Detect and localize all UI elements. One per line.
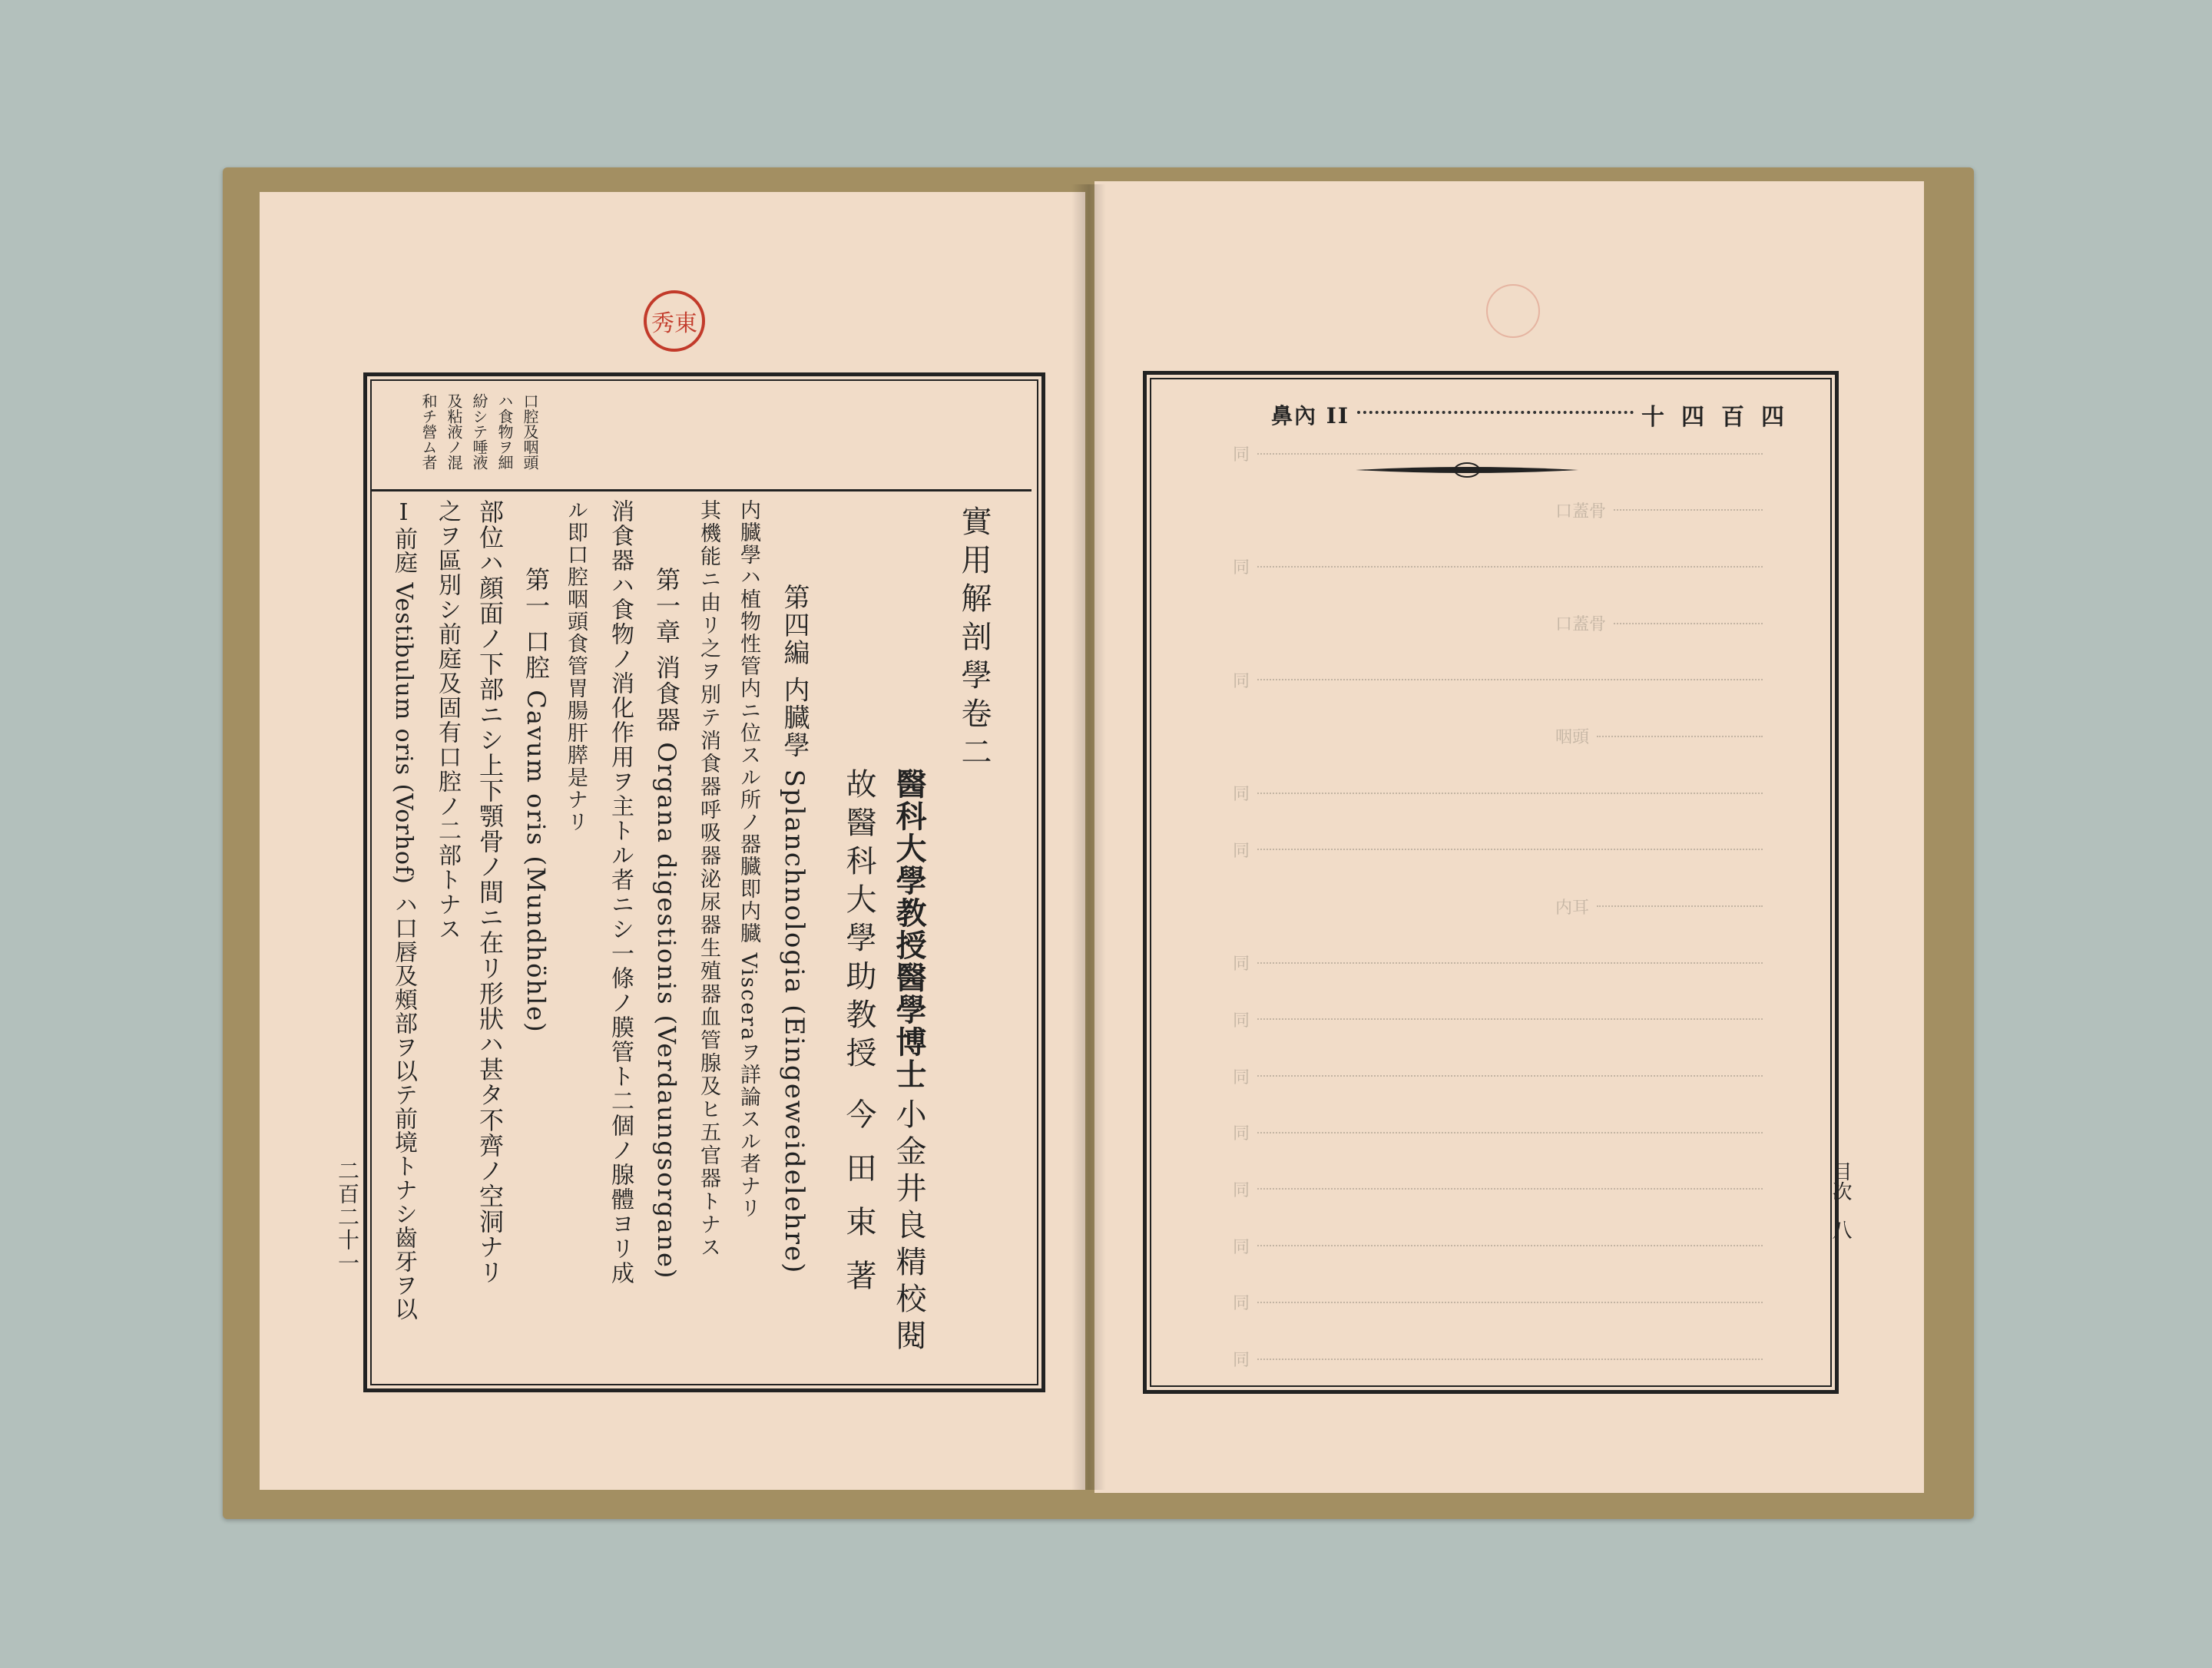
faded-seal: [1486, 284, 1540, 338]
toc-ghost-line: 同: [1187, 1290, 1770, 1314]
body-line: 部位ハ顔面ノ下部ニシ上下顎骨ノ間ニ在リ形狀ハ甚タ不齊ノ空洞ナリ: [475, 499, 505, 1285]
toc-ghost-line: 咽頭: [1187, 724, 1770, 748]
author-supervisor: [887, 768, 931, 1090]
toc-ghost-line: 同: [1187, 1120, 1770, 1144]
toc-top-entry: [1271, 399, 1801, 430]
toc-ghost-line: 同: [1187, 1064, 1770, 1088]
seal-text: 秀東: [651, 310, 697, 337]
toc-ghost-line: 同: [1187, 668, 1770, 692]
author-name: 今田束著: [841, 1098, 876, 1313]
author-name: 小金井良精校閱: [891, 1098, 926, 1356]
toc-ghost-list: [1187, 442, 1770, 1371]
toc-ghost-line: 同: [1187, 1008, 1770, 1031]
margin-note-line: 口腔及咽頭: [521, 393, 539, 470]
toc-ghost-line: 口蓋骨: [1187, 611, 1770, 635]
section-heading: 第一 口腔 Cavum oris (Mundhöhle): [522, 567, 551, 1034]
leader-dots: [1357, 411, 1634, 414]
toc-ghost-line: 内耳: [1187, 895, 1770, 918]
margin-note-line: 紛シテ唾液: [470, 393, 488, 470]
body-line: Ⅰ前庭 Vestibulum oris (Vorhof) ハ口唇及頰部ヲ以テ前境トナシ齒牙ヲ以: [390, 499, 417, 1322]
author-title: 醫科大學教授醫學博士: [891, 768, 927, 1090]
toc-ghost-line: 同: [1187, 1177, 1770, 1201]
margin-note-line: ハ食物ヲ細: [495, 393, 514, 470]
author-title: 故醫科大學助教授: [841, 768, 876, 1075]
body-line: 内臓學ハ植物性管内ニ位スル所ノ器臓即内臓 Visceraヲ詳論スル者ナリ: [737, 499, 760, 1220]
body-line: ル即口腔咽頭食管胃腸肝膵是ナリ: [564, 499, 588, 833]
toc-ghost-line: 同: [1187, 1347, 1770, 1371]
body-line: 消食器ハ食物ノ消化作用ヲ主トル者ニシ一條ノ膜管ト二個ノ腺體ヨリ成: [607, 499, 634, 1286]
toc-ghost-line: 口蓋骨: [1187, 498, 1770, 522]
toc-ghost-line: 同: [1187, 442, 1770, 465]
margin-note-line: 及粘液ノ混: [445, 393, 463, 470]
right-page-number: 八: [1829, 1220, 1852, 1243]
book-title: 實用解剖學卷二: [956, 505, 992, 774]
library-seal: [644, 290, 705, 352]
margin-note-divider: [371, 489, 1031, 491]
toc-ghost-line: 同: [1187, 838, 1770, 862]
toc-ghost-line: 同: [1187, 1234, 1770, 1258]
body-line: 之ヲ區別シ前庭及固有口腔ノ二部トナス: [434, 499, 461, 942]
part-heading: 第四編 内臓學 Splanchnologia (Eingeweidelehre): [779, 584, 810, 1275]
margin-note-line: 和チ營ム者: [419, 393, 438, 470]
toc-entry-page: 十四百四: [1641, 404, 1801, 431]
toc-entry-title: 鼻內 II: [1271, 403, 1349, 429]
section-label: 目次: [1829, 1161, 1852, 1201]
chapter-heading: 第一章 消食器 Organa digestionis (Verdaungsorgane): [652, 567, 681, 1280]
page-number: 二百二十一: [335, 1160, 360, 1275]
toc-ghost-line: 同: [1187, 951, 1770, 975]
margin-note: [403, 393, 541, 485]
toc-ghost-line: 同: [1187, 554, 1770, 578]
toc-ghost-line: 同: [1187, 781, 1770, 805]
body-line: 其機能ニ由リ之ヲ別テ消食器呼吸器泌尿器生殖器血管腺及ヒ五官器トナス: [697, 499, 720, 1259]
gutter-shadow: [1071, 184, 1106, 1490]
